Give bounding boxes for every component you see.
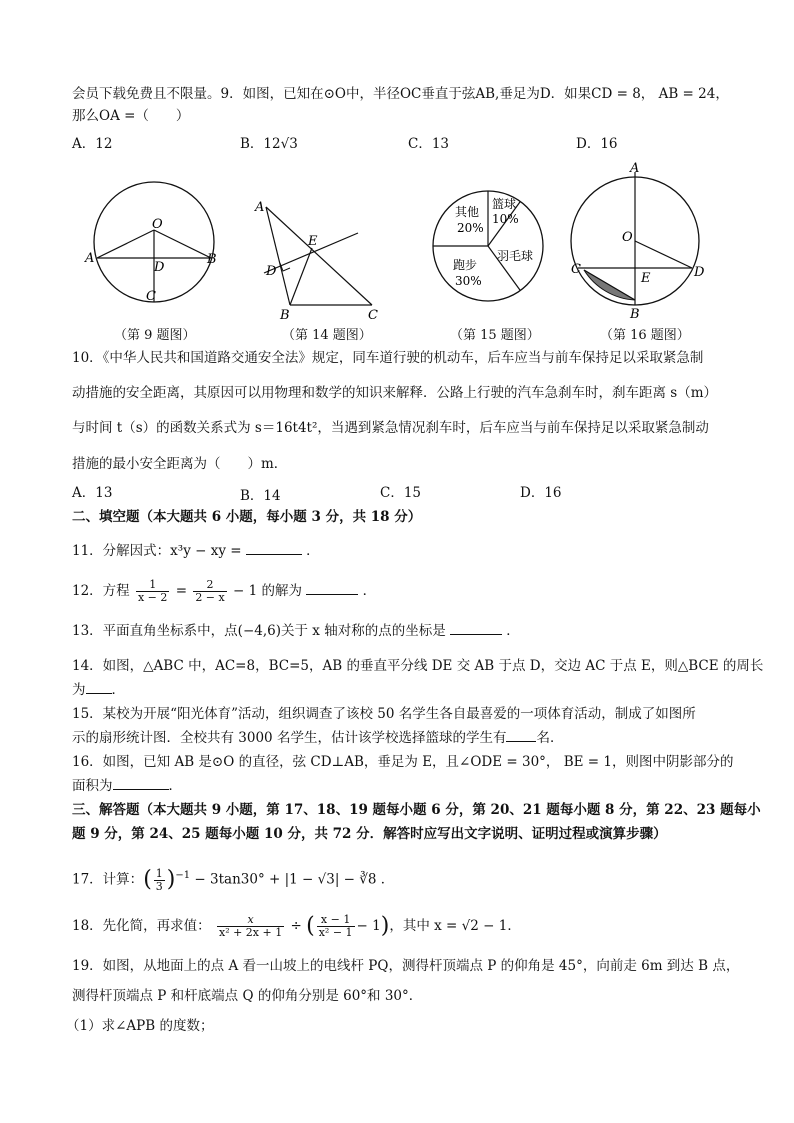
fig16-label-c: C bbox=[571, 262, 581, 277]
q11-blank[interactable] bbox=[246, 554, 302, 555]
q14-line1: 14．如图，△ABC 中，AC=8，BC=5，AB 的垂直平分线 DE 交 AB 于点 D，交边 AC 于点 E，则△BCE 的周长 bbox=[72, 658, 764, 674]
q10-line3: 与时间 t（s）的函数关系式为 s＝16t4t²，当遇到紧急情况刹车时，后车应当与前车保持足以采取紧急制动 bbox=[72, 420, 709, 436]
q12-pre: 12．方程 bbox=[72, 583, 130, 599]
q17-fraction: $\frac{1}{3}$ bbox=[155, 866, 163, 893]
q10-line4: 措施的最小安全距离为（ ）m． bbox=[72, 456, 288, 472]
fig14-caption: （第 14 题图） bbox=[282, 328, 372, 343]
q13-blank[interactable] bbox=[450, 634, 502, 635]
q18-fraction-1: $\frac{x}{\text{x² + 2x + 1}}$ bbox=[218, 913, 283, 939]
q15-line2: 示的扇形统计图．全校共有 3000 名学生，估计该学校选择篮球的学生有 名． bbox=[72, 730, 564, 746]
fig15-slice-label-badminton: 羽毛球 bbox=[497, 249, 534, 263]
q10-option-c: C．15 bbox=[380, 485, 422, 501]
q17: 17．计算：( $\frac{1}{3}$ )$^{-1}$ − 3tan30° + |1 − √3| − ∛8 ． bbox=[72, 866, 395, 893]
fig15-caption: （第 15 题图） bbox=[450, 328, 540, 343]
q13 bbox=[72, 621, 520, 641]
fig14-label-b: B bbox=[280, 308, 290, 320]
q12-fraction-2: $\frac{2}{2 - x}$ bbox=[195, 578, 225, 604]
fig14-label-d: D bbox=[266, 264, 277, 279]
fig14-label-a: A bbox=[255, 200, 265, 215]
q11 bbox=[72, 541, 320, 561]
fig16-caption: （第 16 题图） bbox=[600, 328, 690, 343]
q10-option-b: B．14 bbox=[240, 488, 281, 504]
fig9-label-c: C bbox=[146, 289, 156, 304]
q15-line1: 15．某校为开展“阳光体育”活动，组织调查了该校 50 名学生各自最喜爱的一项体育活动，制成了如图所 bbox=[72, 706, 696, 722]
q19-line3: （1）求∠APB 的度数； bbox=[66, 1018, 214, 1034]
q10-line1: 10．《中华人民共和国道路交通安全法》规定，同车道行驶的机动车，后车应当与前车保持足以采取紧急制 bbox=[72, 350, 704, 366]
fig14-label-c: C bbox=[368, 308, 378, 320]
fig16-label-o: O bbox=[622, 230, 633, 245]
q9-line1: 会员下载免费且不限量。9．如图，已知在⊙O中，半径OC垂直于弦AB,垂足为D．如果CD = 8， AB = 24， bbox=[72, 86, 729, 102]
q19-line1: 19．如图，从地面上的点 A 看一山坡上的电线杆 PQ，测得杆顶端点 P 的仰角是 45°，向前走 6m 到达 B 点， bbox=[72, 958, 740, 974]
section-3-line2: 题 9 分，第 24、25 题每小题 10 分，共 72 分．解答时应写出文字说明、证明过程或演算步骤） bbox=[72, 826, 667, 842]
fig9-label-b: B bbox=[207, 252, 217, 267]
fig15-slice-label-running: 跑步 bbox=[453, 258, 478, 272]
q13-text: 13．平面直角坐标系中，点(−4,6)关于 x 轴对称的点的坐标是 bbox=[72, 623, 446, 639]
fig16-label-d: D bbox=[694, 265, 705, 280]
fig15-slice-pct-running: 30% bbox=[455, 274, 482, 288]
fig16-label-e: E bbox=[641, 271, 651, 286]
q17-exponent: −1 bbox=[175, 870, 191, 881]
q10-option-a: A．13 bbox=[72, 485, 113, 501]
q9-option-c: C．13 bbox=[408, 136, 450, 152]
fig9-caption: （第 9 题图） bbox=[114, 328, 196, 343]
fig9-label-d: D bbox=[154, 260, 165, 275]
section-2-heading: 二、填空题（本大题共 6 小题，每小题 3 分，共 18 分） bbox=[72, 509, 422, 525]
q11-tail: ． bbox=[306, 543, 320, 559]
q12 bbox=[72, 576, 376, 606]
fig9-label-a: A bbox=[85, 251, 95, 266]
figure-9 bbox=[80, 170, 230, 315]
figure-14 bbox=[250, 195, 390, 320]
fig15-slice-pct-basketball: 10% bbox=[492, 212, 519, 226]
q12-eq: = bbox=[175, 583, 188, 599]
q11-text: 11．分解因式：x³y − xy = bbox=[72, 543, 242, 559]
fig16-label-b: B bbox=[630, 307, 640, 320]
fig15-slice-label-other: 其他 bbox=[455, 205, 480, 219]
q10-option-d: D．16 bbox=[520, 485, 562, 501]
q18-fraction-2: $\frac{x - 1}{\text{x² − 1}}$ bbox=[318, 913, 353, 939]
fig9-label-o: O bbox=[152, 217, 163, 232]
q16-blank[interactable] bbox=[113, 789, 169, 790]
section-3-line1: 三、解答题（本大题共 9 小题，第 17、18、19 题每小题 6 分，第 20、21 题每小题 8 分，第 22、23 题每小 bbox=[72, 802, 761, 818]
q12-tail: ． bbox=[362, 583, 377, 599]
q16-line2: 面积为 ． bbox=[72, 778, 182, 794]
q9-option-a: A．12 bbox=[72, 136, 113, 152]
figure-15 bbox=[425, 186, 555, 316]
q9-line2: 那么OA =（ ） bbox=[72, 108, 190, 124]
q9-option-b: B．12√3 bbox=[240, 136, 298, 152]
q14-line2: 为 ． bbox=[72, 682, 125, 698]
q13-tail: ． bbox=[506, 623, 520, 639]
q16-line1: 16．如图，已知 AB 是⊙O 的直径，弦 CD⊥AB，垂足为 E，且∠ODE = 30°， BE = 1，则图中阴影部分的 bbox=[72, 754, 734, 770]
q19-line2: 测得杆顶端点 P 和杆底端点 Q 的仰角分别是 60°和 30°． bbox=[72, 988, 423, 1004]
q12-fraction-1: $\frac{1}{x - 2}$ bbox=[137, 578, 168, 604]
q12-blank[interactable] bbox=[306, 594, 358, 595]
fig16-label-a: A bbox=[630, 161, 640, 176]
q14-blank[interactable] bbox=[86, 693, 112, 694]
fig14-label-e: E bbox=[308, 234, 318, 249]
q18: 18．先化简，再求值： $\frac{x}{\text{x² + 2x + 1}}$ ÷ ( $\frac{x - 1}{\text{x² − 1}}$ − 1)，其中 x = √2 − 1． bbox=[72, 913, 521, 939]
q9-option-d: D．16 bbox=[576, 136, 618, 152]
q15-blank[interactable] bbox=[506, 741, 536, 742]
figure-16 bbox=[566, 160, 716, 320]
fig15-slice-label-basketball: 篮球 bbox=[492, 197, 517, 211]
fig15-slice-pct-other: 20% bbox=[457, 221, 484, 235]
q12-post: − 1 的解为 bbox=[233, 583, 303, 599]
q10-line2: 动措施的安全距离，其原因可以用物理和数学的知识来解释．公路上行驶的汽车急刹车时，刹车距离 s（m） bbox=[72, 385, 718, 401]
